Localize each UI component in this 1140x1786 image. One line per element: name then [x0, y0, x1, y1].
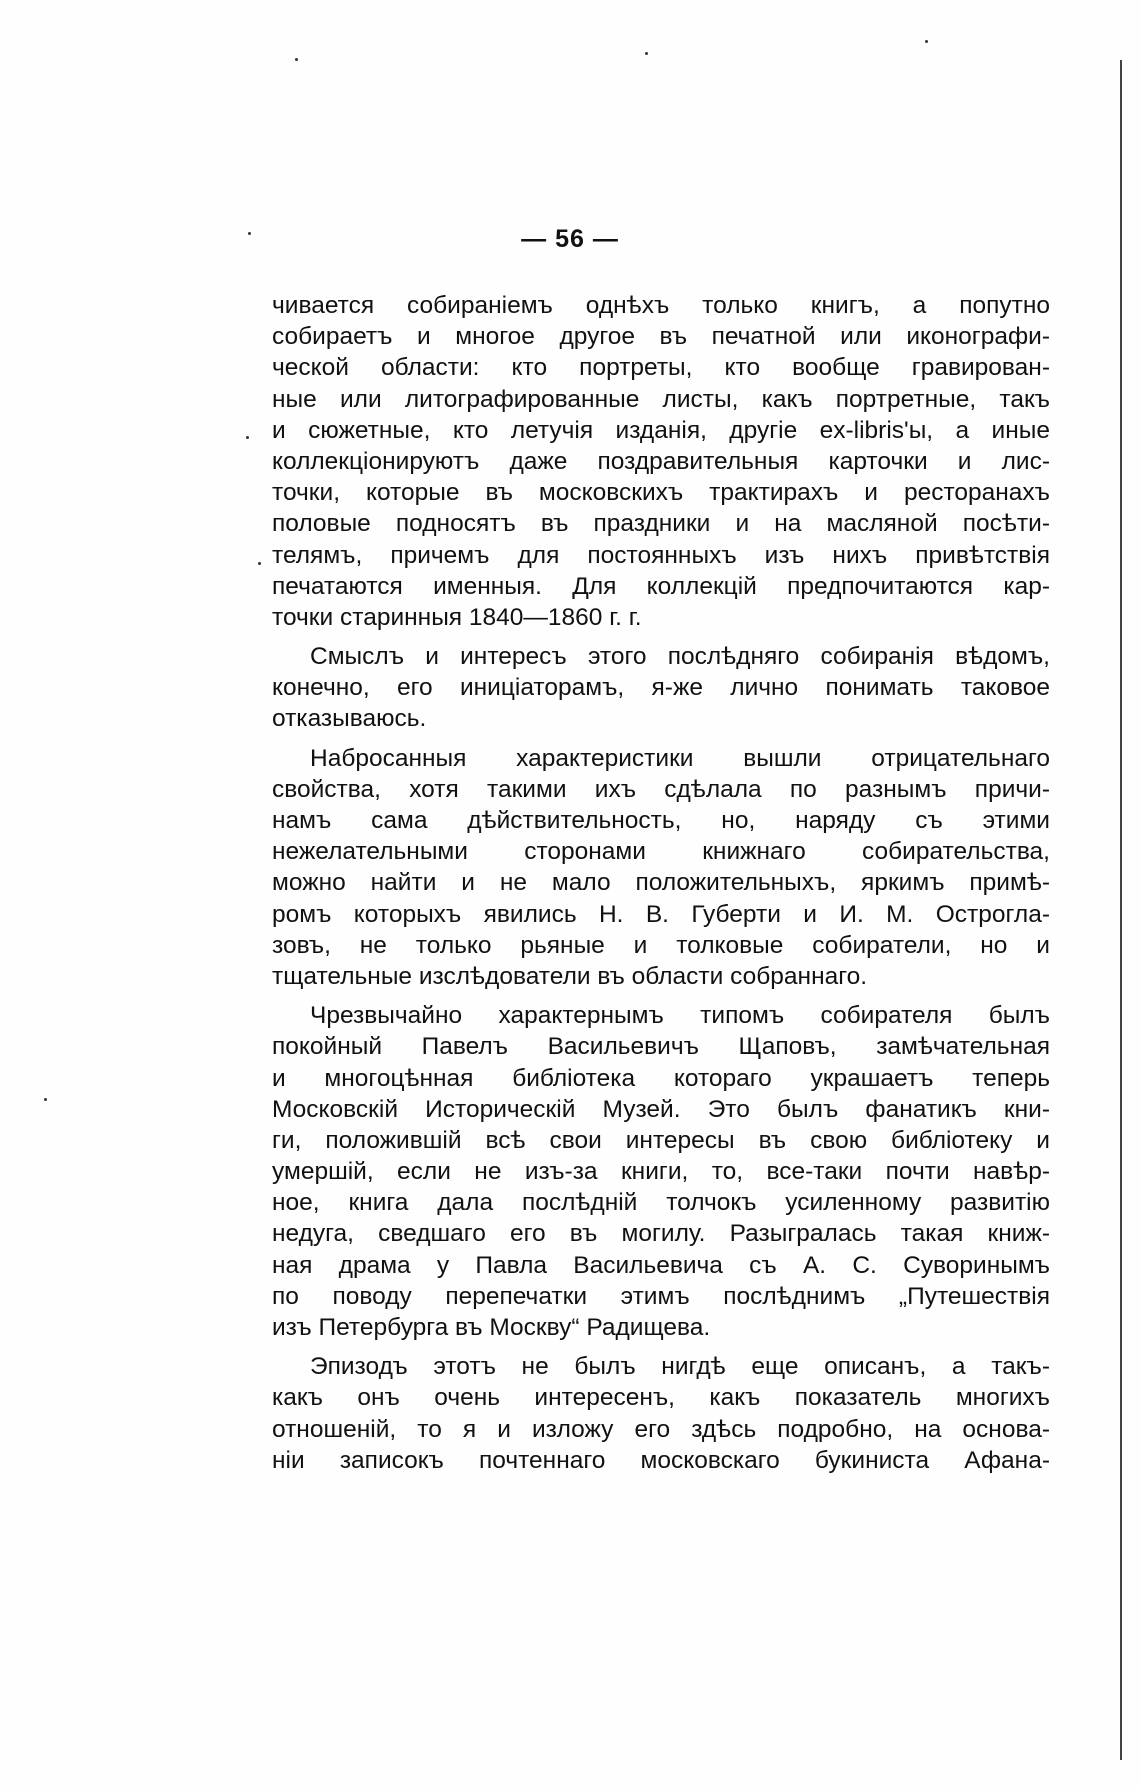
paper-speck — [645, 52, 648, 55]
text-line: телямъ, причемъ для постоянныхъ изъ нихъ привѣтствія — [272, 541, 1050, 569]
text-line: ромъ которыхъ явились Н. В. Губерти и И. М. Остроглa- — [272, 900, 1050, 928]
text-line: печатаются именныя. Для коллекцій предпочитаются кар- — [272, 572, 1050, 600]
text-line: намъ сама дѣйствительность, но, наряду съ этими — [272, 807, 1050, 834]
text-line: можно найти и не мало положительныхъ, яркимъ примѣ- — [272, 869, 1050, 897]
text-line: какъ онъ очень интересенъ, какъ показатель многихъ — [272, 1384, 1050, 1412]
text-line: ги, положившій всѣ свои интересы въ свою библіотеку и — [272, 1126, 1050, 1154]
paragraph-5 — [272, 1351, 1050, 1476]
text-line: точки, которые въ московскихъ трактирахъ и ресторанахъ — [272, 479, 1050, 507]
text-line: зовъ, не только рьяные и толковые собиратели, но и — [272, 931, 1050, 959]
paper-speck — [258, 562, 261, 565]
body-text — [272, 290, 1050, 1476]
page-number: — 56 — — [521, 225, 619, 253]
text-line: по поводу перепечатки этимъ послѣднимъ „Путешествія — [272, 1282, 1050, 1310]
paragraph-2 — [272, 641, 1050, 735]
text-line: и многоцѣнная библіотека котораго украшаетъ теперь — [272, 1064, 1050, 1092]
text-line: нежелательными сторонами книжнаго собирательства, — [272, 838, 1050, 866]
text-line: ные или литографированные листы, какъ портретные, такъ — [272, 385, 1050, 413]
text-line: недуга, сведшаго его въ могилу. Разыгралась такая книж- — [272, 1220, 1050, 1248]
text-line: ная драма у Павла Васильевича съ А. С. Суворинымъ — [272, 1251, 1050, 1279]
paragraph-1 — [272, 290, 1050, 633]
text-line: ное, книга дала послѣдній толчокъ усиленному развитію — [272, 1189, 1050, 1217]
paragraph-4 — [272, 1000, 1050, 1343]
text-line: чивается собираніемъ однѣхъ только книгъ, а попутно — [272, 292, 1050, 319]
text-line: тщательные изслѣдователи въ области собраннаго. — [272, 962, 868, 990]
text-line: Московскій Историческій Музей. Это былъ фанатикъ кни- — [272, 1095, 1050, 1123]
text-line: коллекціонируютъ даже поздравительныя карточки и лис- — [272, 447, 1050, 475]
text-line: свойства, хотя такими ихъ сдѣлала по разнымъ причи- — [272, 775, 1050, 803]
text-line: отказываюсь. — [272, 705, 427, 733]
text-line: половые подносятъ въ праздники и на масляной посѣти- — [272, 510, 1050, 538]
paper-speck — [246, 436, 249, 439]
paper-speck — [295, 58, 298, 61]
text-line: изъ Петербурга въ Москву“ Радищева. — [272, 1314, 711, 1341]
paragraph-3 — [272, 743, 1050, 993]
text-line: покойный Павелъ Васильевичъ Щаповъ, замѣчательная — [272, 1033, 1050, 1061]
paper-speck — [44, 1098, 47, 1101]
text-line: Чрезвычайно характернымъ типомъ собирателя былъ — [310, 1002, 1050, 1030]
text-line: Набросанныя характеристики вышли отрицательнаго — [310, 744, 1050, 772]
text-line: собираетъ и многое другое въ печатной или иконографи- — [272, 323, 1050, 351]
text-line: конечно, его иниціаторамъ, я-же лично понимать таковое — [272, 674, 1050, 702]
text-line: отношеній, то я и изложу его здѣсь подробно, на основа- — [272, 1415, 1050, 1443]
text-line: Эпизодъ этотъ не былъ нигдѣ еще описанъ, а такъ- — [310, 1353, 1050, 1381]
text-line: ческой области: кто портреты, кто вообще гравирован- — [272, 354, 1050, 382]
text-line: точки старинныя 1840—1860 г. г. — [272, 603, 642, 631]
page-edge-line — [1120, 60, 1122, 1760]
text-line: умершій, если не изъ-за книги, то, все-таки почти навѣр- — [272, 1158, 1050, 1186]
text-line: Смыслъ и интересъ этого послѣдняго собиранія вѣдомъ, — [310, 643, 1050, 671]
text-line: ніи записокъ почтеннаго московскаго букиниста Афана- — [272, 1446, 1050, 1474]
text-line: и сюжетные, кто летучія изданія, другіе ex-libris'ы, а иные — [272, 416, 1050, 444]
paper-speck — [925, 40, 928, 43]
